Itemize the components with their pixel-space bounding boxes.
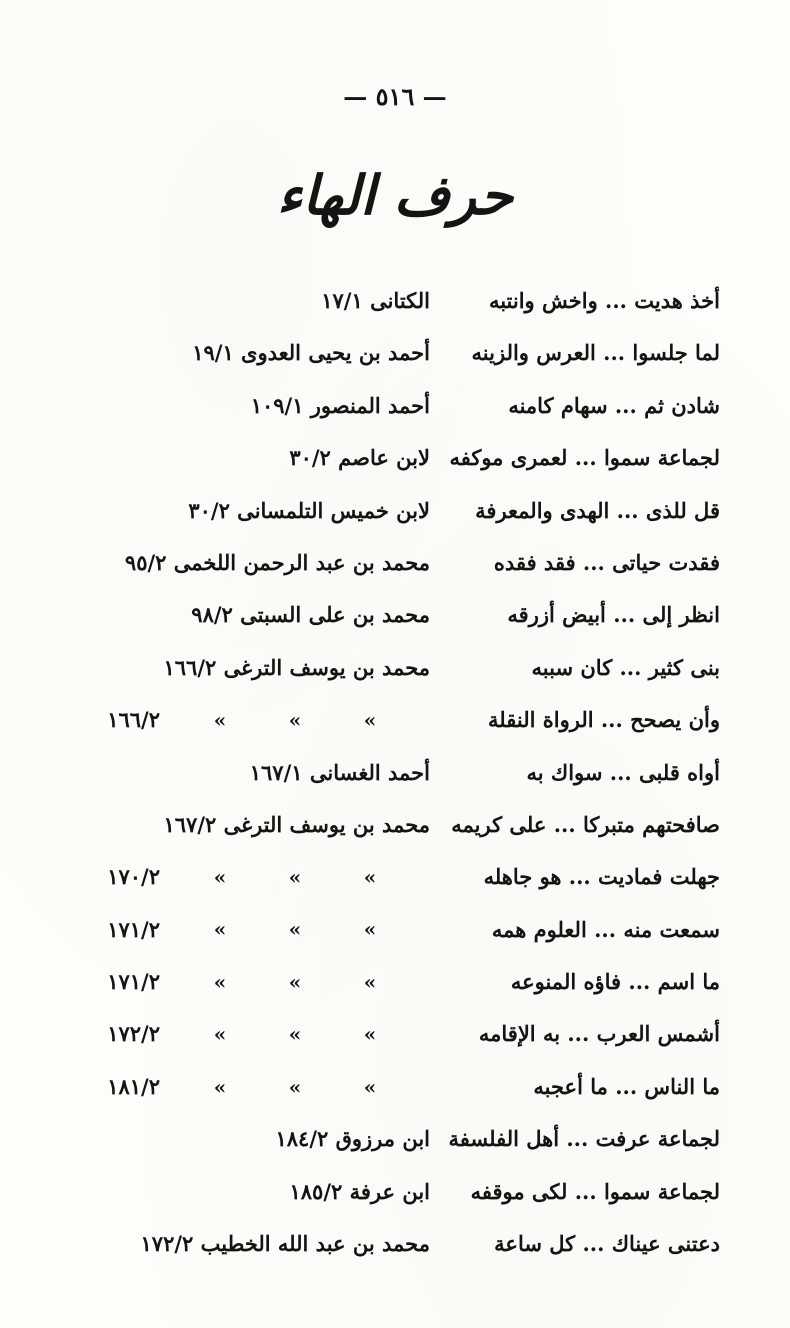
- index-entry: [60, 1008, 720, 1060]
- verse-first-line: جهلت فماديت ... هو جاهله: [483, 864, 720, 890]
- verse-first-line: وأن يصحح ... الرواة النقلة: [488, 707, 720, 733]
- poet-attribution: محمد بن عبد الرحمن اللخمى ٩٥/٢: [124, 549, 430, 575]
- poet-attribution: محمد بن يوسف الترغى ١٦٧/٢: [163, 811, 430, 837]
- verse-first-line: بنى كثير ... كان سببه: [531, 654, 720, 680]
- poet-attribution: أحمد بن يحيى العدوى ١٩/١: [192, 340, 430, 366]
- index-entry: [60, 432, 720, 484]
- poet-attribution: لابن خميس التلمسانى ٣٠/٢: [188, 497, 430, 523]
- index-entry: [60, 1166, 720, 1218]
- verse-first-line: شادن ثم ... سهام كامنه: [508, 392, 720, 418]
- index-entry: [60, 380, 720, 432]
- ditto-mark: »: [213, 917, 227, 942]
- volume-page-reference: ١٧١/٢: [107, 969, 160, 995]
- index-entry: [60, 694, 720, 746]
- ditto-marks: [200, 851, 390, 903]
- index-entry: [60, 1218, 720, 1270]
- verse-first-line: ما الناس ... ما أعجبه: [533, 1073, 720, 1099]
- ditto-mark: »: [363, 1022, 377, 1047]
- ditto-mark: »: [288, 1074, 302, 1099]
- index-entry: [60, 485, 720, 537]
- index-entry: [60, 799, 720, 851]
- poet-attribution: ابن عرفة ١٨٥/٢: [289, 1178, 430, 1204]
- ditto-marks: [200, 956, 390, 1008]
- ditto-mark: »: [213, 707, 227, 732]
- ditto-mark: »: [363, 865, 377, 890]
- verse-first-line: قل للذى ... الهدى والمعرفة: [475, 497, 720, 523]
- volume-page-reference: ١٧٠/٢: [107, 864, 160, 890]
- ditto-mark: »: [363, 707, 377, 732]
- index-entry: [60, 642, 720, 694]
- index-entry: [60, 851, 720, 903]
- ditto-mark: »: [288, 917, 302, 942]
- ditto-mark: »: [363, 969, 377, 994]
- poet-attribution: محمد بن عبد الله الخطيب ١٧٢/٢: [140, 1231, 430, 1257]
- index-entries-list: [60, 275, 720, 1270]
- volume-page-reference: ١٨١/٢: [107, 1073, 160, 1099]
- poet-attribution: الكتانى ١٧/١: [321, 288, 430, 313]
- volume-page-reference: ١٧٢/٢: [107, 1021, 160, 1047]
- index-entry: [60, 589, 720, 641]
- volume-page-reference: ١٧١/٢: [107, 916, 160, 942]
- index-entry: [60, 904, 720, 956]
- index-entry: [60, 956, 720, 1008]
- verse-first-line: فقدت حياتى ... فقد فقده: [493, 549, 720, 575]
- verse-first-line: أخذ هديت ... واخش وانتبه: [488, 288, 720, 313]
- verse-first-line: أواه قلبى ... سواك به: [526, 759, 720, 785]
- verse-first-line: لجماعة سموا ... لكى موقفه: [470, 1178, 720, 1204]
- ditto-marks: [200, 1061, 390, 1113]
- ditto-mark: »: [288, 707, 302, 732]
- poet-attribution: لابن عاصم ٣٠/٢: [289, 445, 430, 471]
- verse-first-line: أشمس العرب ... به الإقامه: [478, 1021, 720, 1047]
- ditto-marks: [200, 904, 390, 956]
- ditto-marks: [200, 694, 390, 746]
- ditto-mark: »: [288, 1022, 302, 1047]
- poet-attribution: أحمد الغسانى ١٦٧/١: [249, 759, 430, 785]
- verse-first-line: لما جلسوا ... العرس والزينه: [471, 340, 720, 366]
- index-entry: [60, 747, 720, 799]
- verse-first-line: انظر إلى ... أبيض أزرقه: [507, 602, 720, 628]
- poet-attribution: أحمد المنصور ١٠٩/١: [250, 392, 430, 418]
- verse-first-line: سمعت منه ... العلوم همه: [491, 916, 720, 942]
- ditto-mark: »: [213, 865, 227, 890]
- poet-attribution: ابن مرزوق ١٨٤/٢: [275, 1126, 430, 1152]
- index-entry: [60, 275, 720, 327]
- poet-attribution: محمد بن يوسف الترغى ١٦٦/٢: [163, 654, 430, 680]
- ditto-mark: »: [363, 1074, 377, 1099]
- index-entry: [60, 537, 720, 589]
- ditto-mark: »: [213, 1074, 227, 1099]
- verse-first-line: دعتنى عيناك ... كل ساعة: [494, 1231, 720, 1257]
- verse-first-line: لجماعة عرفت ... أهل الفلسفة: [448, 1126, 720, 1152]
- verse-first-line: صافحتهم متبركا ... على كريمه: [451, 811, 720, 837]
- verse-first-line: لجماعة سموا ... لعمرى موكفه: [449, 445, 720, 471]
- verse-first-line: ما اسم ... فاؤه المنوعه: [510, 969, 720, 995]
- ditto-mark: »: [288, 969, 302, 994]
- ditto-mark: »: [213, 969, 227, 994]
- ditto-marks: [200, 1008, 390, 1060]
- page-number: — ٥١٦ —: [343, 82, 447, 111]
- ditto-mark: »: [363, 917, 377, 942]
- volume-page-reference: ١٦٦/٢: [107, 707, 160, 733]
- index-entry: [60, 327, 720, 379]
- ditto-mark: »: [213, 1022, 227, 1047]
- ditto-mark: »: [288, 865, 302, 890]
- index-entry: [60, 1113, 720, 1165]
- poet-attribution: محمد بن على السبتى ٩٨/٢: [191, 602, 430, 628]
- section-title: حرف الهاء: [276, 163, 514, 227]
- index-entry: [60, 1061, 720, 1113]
